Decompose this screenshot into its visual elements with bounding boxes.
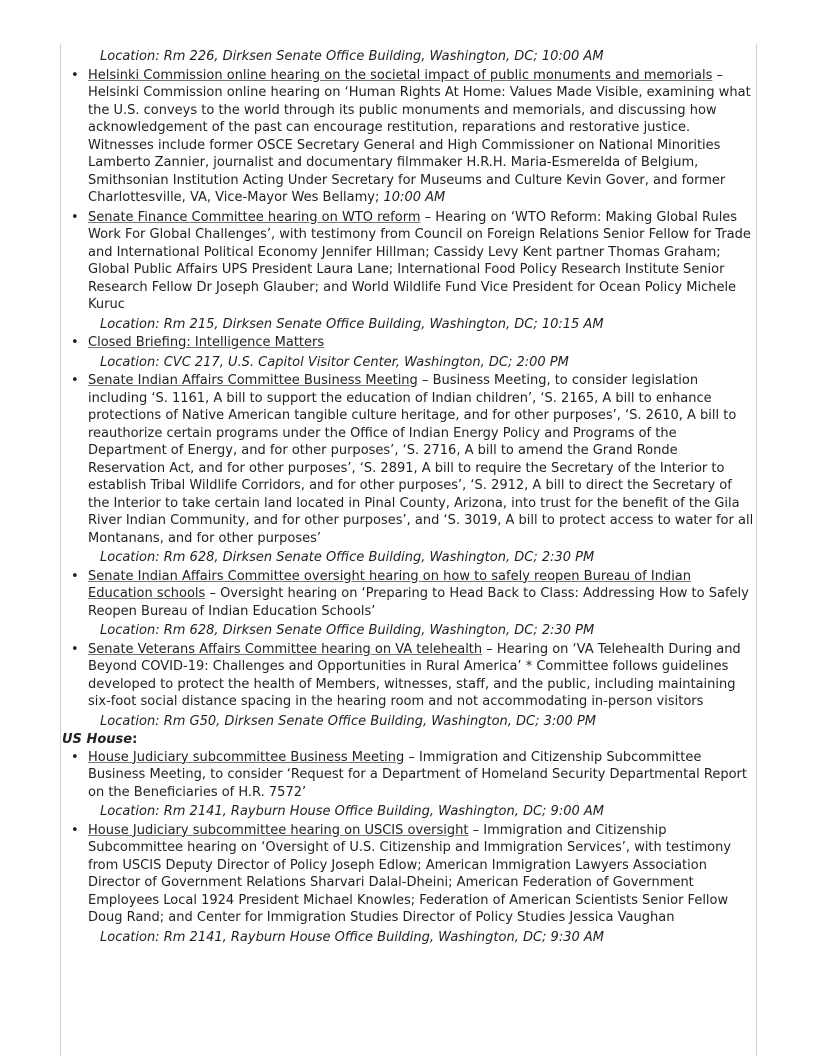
senate-list (62, 67, 754, 314)
senate-list (62, 568, 754, 621)
left-border (60, 44, 61, 1056)
bullet-icon: • (71, 67, 79, 83)
event-description: – Helsinki Commission online hearing on ‘Human Rights At Home: Values Made Visible, examining what the U.S. conveys to the world through its public monuments and memorials, and discussing how acknowledgement of the past can encourage restitution, reparations and restorative justice. Witnesses include former OSCE Secretary General and High Commissioner on National Minorities Lamberto Zannier, journalist and documentary filmmaker H.R.H. Maria-Esmerelda of Belgium, Smithsonian Institution Acting Under Secretary for Museums and Culture Kevin Gover, and former Charlottesville, VA, Vice-Mayor Wes Bellamy; (88, 67, 751, 205)
event-link[interactable]: Senate Finance Committee hearing on WTO reform (88, 209, 421, 225)
event-time: 10:00 AM (383, 190, 446, 205)
bullet-icon: • (71, 749, 79, 765)
schedule-content (62, 48, 754, 947)
section-heading-colon: : (132, 732, 138, 747)
event-link[interactable]: Senate Indian Affairs Committee Business Meeting (88, 373, 418, 388)
location-line: Location: Rm 2141, Rayburn House Office Building, Washington, DC; 9:30 AM (100, 929, 604, 945)
list-item (62, 334, 754, 352)
event-description: – Immigration and Citizenship Subcommittee hearing on ‘Oversight of U.S. Citizenship and Immigration Services’, with testimony from USCIS Deputy Director of Policy Joseph Edlow; American Immigration Lawyers Association Director of Government Relations Sharvari Dalal-Dheini; American Federation of Government Employees Local 1924 President Michael Knowles; Federation of American Scientists Senior Fellow Doug Rand; and Center for Immigration Studies Director of Policy Studies Jessica Vaughan (88, 822, 732, 925)
event-link[interactable]: Senate Veterans Affairs Committee hearing on VA telehealth (88, 641, 483, 657)
event-description: – Business Meeting, to consider legislation including ‘S. 1161, A bill to support the education of Indian children’, ‘S. 2165, A bill to enhance protections of Native American tangible culture heritage, and for other purposes’, ‘S. 2610, A bill to reauthorize certain programs under the Office of Indian Energy Policy and Programs of the Department of Energy, and for other purposes’, ‘S. 2716, A bill to amend the Grand Ronde Reservation Act, and for other purposes’, ‘S. 2891, A bill to require the Secretary of the Interior to establish Tribal Wildlife Corridors, and for other purposes’, ‘S. 2912, A bill to direct the Secretary of the Interior to take certain land located in Pinal County, Arizona, into trust for the benefit of the Gila River Indian Community, and for other purposes’, and ‘S. 3019, A bill to protect access to water for all Montanans, and for other purposes’ (88, 373, 754, 546)
event-link[interactable]: Senate Indian Affairs Committee oversight hearing on how to safely reopen Bureau of Indian Education schools (88, 568, 692, 601)
list-item (62, 67, 754, 207)
senate-list (62, 334, 754, 352)
list-item (62, 568, 754, 621)
right-border (756, 44, 757, 1056)
section-heading-house (62, 731, 754, 749)
list-item (62, 749, 754, 802)
event-description: – Hearing on ‘VA Telehealth During and Beyond COVID-19: Challenges and Opportunities in Rural America’ * Committee follows guidelines developed to protect the health of Members, witnesses, staff, and the public, including maintaining six-foot social distance spacing in the hearing room and not accommodating in-person visitors (88, 641, 741, 709)
list-item (62, 822, 754, 927)
event-link[interactable]: House Judiciary subcommittee hearing on USCIS oversight (88, 822, 469, 838)
location-line: Location: Rm 628, Dirksen Senate Office Building, Washington, DC; 2:30 PM (100, 550, 595, 565)
event-link[interactable]: Closed Briefing: Intelligence Matters (88, 335, 325, 350)
bullet-icon: • (71, 822, 79, 838)
event-description: – Oversight hearing on ‘Preparing to Head Back to Class: Addressing How to Safely Reopen Bureau of Indian Education Schools’ (88, 586, 749, 619)
list-item (62, 372, 754, 547)
bullet-icon: • (71, 209, 79, 225)
house-list (62, 749, 754, 802)
house-list (62, 822, 754, 927)
event-link[interactable]: House Judiciary subcommittee Business Meeting (88, 749, 405, 765)
event-description: – Immigration and Citizenship Subcommittee Business Meeting, to consider ‘Request for a Department of Homeland Security Departmental Report on the Beneficiaries of H.R. 7572’ (88, 749, 747, 800)
bullet-icon: • (71, 335, 79, 350)
senate-list (62, 641, 754, 711)
list-item (62, 209, 754, 314)
section-heading-text: US House (62, 732, 133, 747)
bullet-icon: • (71, 568, 79, 584)
location-line: Location: Rm G50, Dirksen Senate Office Building, Washington, DC; 3:00 PM (100, 713, 597, 729)
location-line: Location: Rm 215, Dirksen Senate Office Building, Washington, DC; 10:15 AM (100, 316, 604, 332)
location-line: Location: Rm 628, Dirksen Senate Office Building, Washington, DC; 2:30 PM (100, 623, 595, 638)
bullet-icon: • (71, 373, 79, 388)
location-line: Location: CVC 217, U.S. Capitol Visitor Center, Washington, DC; 2:00 PM (100, 354, 569, 370)
event-link[interactable]: Helsinki Commission online hearing on the societal impact of public monuments and memorials (88, 67, 713, 83)
bullet-icon: • (71, 641, 79, 657)
location-line: Location: Rm 226, Dirksen Senate Office Building, Washington, DC; 10:00 AM (100, 49, 604, 64)
list-item (62, 641, 754, 711)
senate-list (62, 372, 754, 547)
event-description: – Hearing on ‘WTO Reform: Making Global Rules Work For Global Challenges’, with testimony from Council on Foreign Relations Senior Fellow for Trade and International Political Economy Jennifer Hillman; Cassidy Levy Kent partner Thomas Graham; Global Public Affairs UPS President Laura Lane; International Food Policy Research Institute Senior Research Fellow Dr Joseph Glauber; and World Wildlife Fund Vice President for Ocean Policy Michele Kuruc (88, 209, 751, 312)
location-line: Location: Rm 2141, Rayburn House Office Building, Washington, DC; 9:00 AM (100, 804, 604, 819)
